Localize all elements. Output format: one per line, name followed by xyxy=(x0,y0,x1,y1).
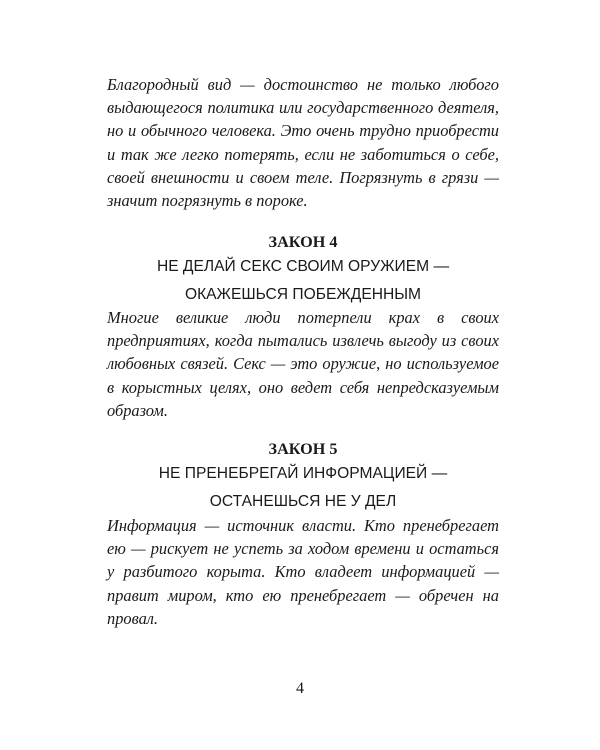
law-4-title xyxy=(107,253,499,309)
law-4-title-line-2: ОКАЖЕШЬСЯ ПОБЕЖДЕННЫМ xyxy=(184,286,422,303)
law-4-heading: ЗАКОН 4 xyxy=(268,233,338,251)
law-5-title-line-2: ОСТАНЕШЬСЯ НЕ У ДЕЛ xyxy=(209,493,397,510)
law-5-heading: ЗАКОН 5 xyxy=(268,440,338,458)
law-5-body: Информация — источник власти. Кто пренебрегает ею — рискует не успеть за ходом времени и остаться у разбитого корыта. Кто владеет информацией — правит миром, кто ею пренебрегает — обречен на провал. xyxy=(107,516,499,628)
law-4-body: Многие великие люди потерпели крах в своих предприятиях, когда пытались извлечь выгоду из своих любовных связей. Секс — это оружие, но используемое в корыстных целях, оно ведет себя непредсказуемым образом. xyxy=(107,308,499,420)
law-4-title-line-1: НЕ ДЕЛАЙ СЕКС СВОИМ ОРУЖИЕМ — xyxy=(156,258,450,275)
law-5-title xyxy=(107,460,499,516)
page-number: 4 xyxy=(296,680,304,697)
law-5-title-line-1: НЕ ПРЕНЕБРЕГАЙ ИНФОРМАЦИЕЙ — xyxy=(158,465,448,482)
intro-paragraph: Благородный вид — достоинство не только любого выдающегося политика или государственного деятеля, но и обычного человека. Это очень трудно приобрести и так же легко потерять, если не заботиться о себе, своей внешности и своем теле. Погрязнуть в грязи — значит погрязнуть в пороке. xyxy=(107,75,499,211)
